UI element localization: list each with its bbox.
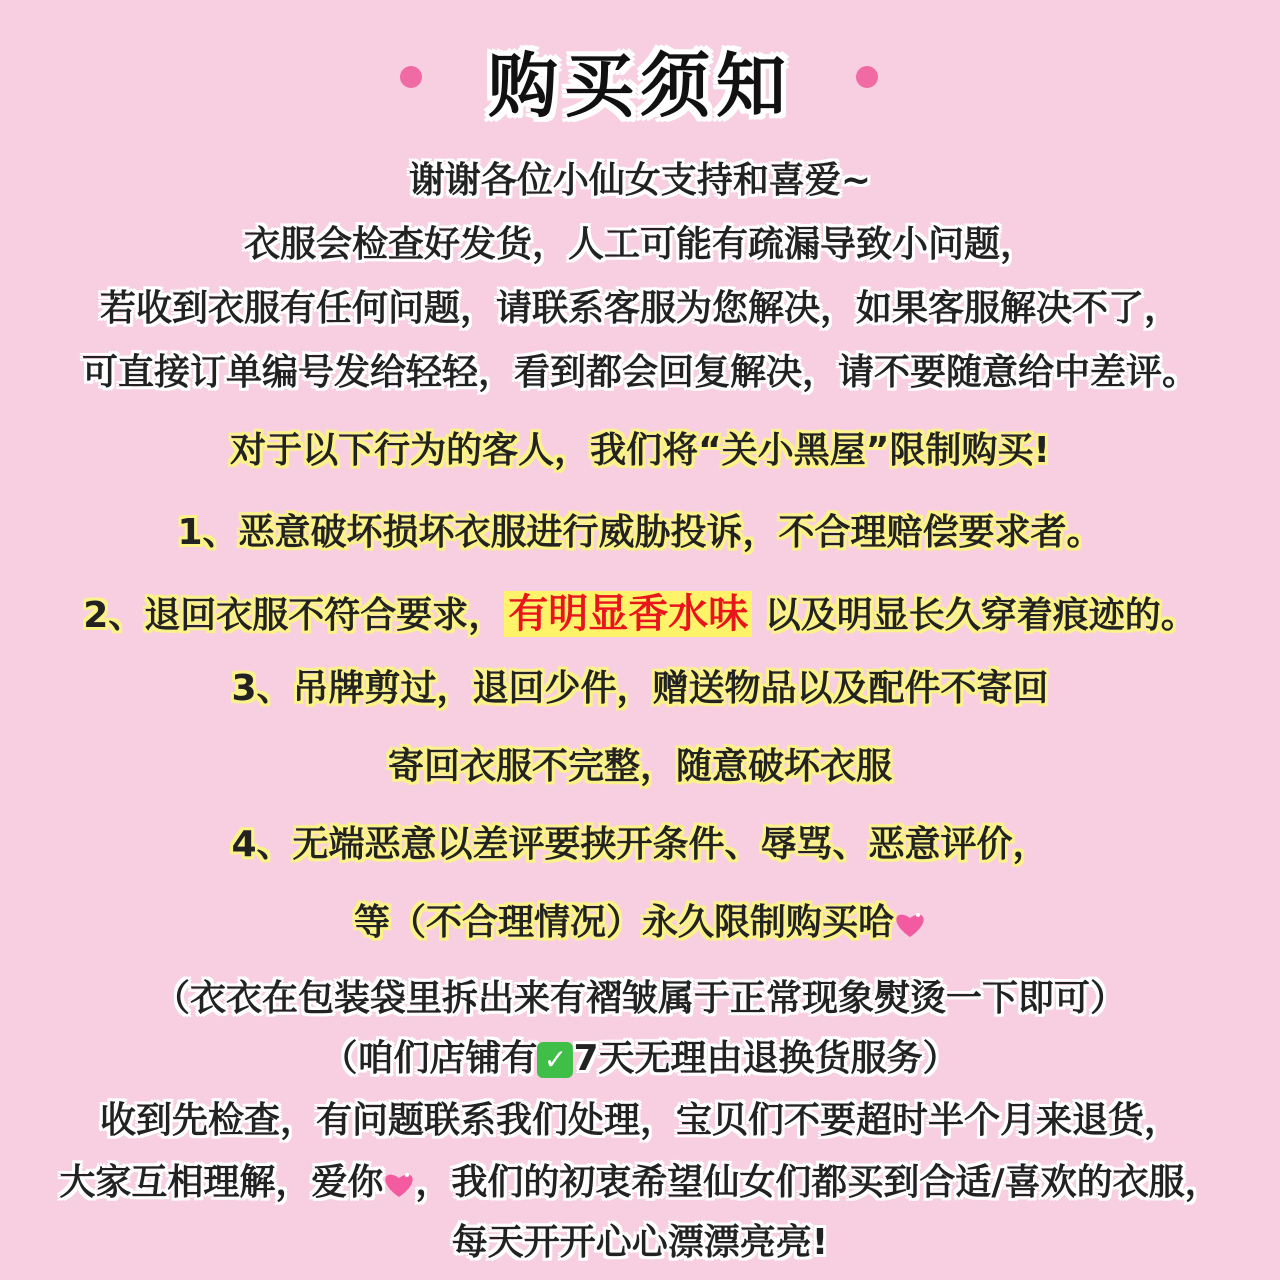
rules-heading: 对于以下行为的客人，我们将“关小黑屋”限制购买! bbox=[230, 430, 1050, 471]
rules-closing-text: 等（不合理情况）永久限制购买哈 bbox=[353, 902, 894, 943]
final-line: 每天开开心心漂漂亮亮! bbox=[451, 1222, 829, 1263]
intro-line-1: 谢谢各位小仙女支持和喜爱~ bbox=[408, 160, 872, 201]
heart-icon bbox=[383, 1170, 415, 1198]
rule-item-2 bbox=[0, 582, 1280, 639]
page-title: 购买须知 bbox=[488, 45, 792, 127]
check-line: 收到先检查，有问题联系我们处理，宝贝们不要超时半个月来退货， bbox=[99, 1100, 1180, 1141]
service-note-after: 7天无理由退换货服务） bbox=[573, 1038, 959, 1079]
rules-closing bbox=[0, 894, 1280, 945]
sparkling-heart-icon bbox=[894, 910, 926, 938]
intro-line-4: 可直接订单编号发给轻轻，看到都会回复解决，请不要随意给中差评。 bbox=[81, 352, 1198, 393]
ironing-note: （衣衣在包装袋里拆出来有褶皱属于正常现象熨烫一下即可） bbox=[153, 978, 1126, 1019]
rule-item-3b: 寄回衣服不完整，随意破坏衣服 bbox=[387, 746, 892, 787]
rule-item-2-before: 2、退回衣服不符合要求， bbox=[83, 595, 505, 636]
intro-line-2: 衣服会检查好发货，人工可能有疏漏导致小问题， bbox=[243, 224, 1036, 265]
rule-item-1: 1、恶意破坏损坏衣服进行威胁投诉，不合理赔偿要求者。 bbox=[177, 512, 1103, 553]
service-note-before: （咱们店铺有 bbox=[321, 1038, 538, 1079]
rule-item-3a: 3、吊牌剪过，退回少件，赠送物品以及配件不寄回 bbox=[231, 668, 1049, 709]
rule-item-2-after: 以及明显长久穿着痕迹的。 bbox=[752, 595, 1197, 636]
love-line-before: 大家互相理解，爱你 bbox=[59, 1162, 384, 1203]
love-line-after: ，我们的初衷希望仙女们都买到合适/喜欢的衣服， bbox=[415, 1162, 1221, 1203]
service-note bbox=[0, 1030, 1280, 1081]
intro-line-3: 若收到衣服有任何问题，请联系客服为您解决，如果客服解决不了， bbox=[99, 288, 1180, 329]
perfume-highlight: 有明显香水味 bbox=[504, 591, 752, 637]
check-mark-icon: ✓ bbox=[537, 1042, 573, 1078]
love-line bbox=[0, 1154, 1280, 1205]
rule-item-4: 4、无端恶意以差评要挟开条件、辱骂、恶意评价， bbox=[231, 824, 1049, 865]
right-dot-icon bbox=[856, 66, 878, 88]
